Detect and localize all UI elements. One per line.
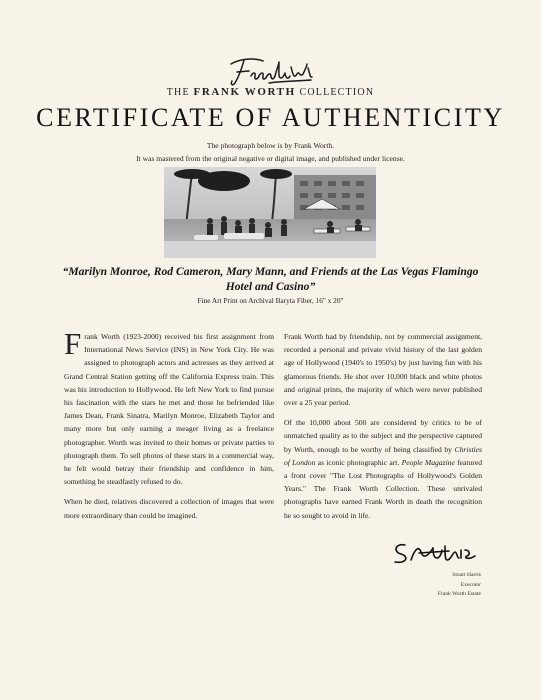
collection-line <box>0 86 541 98</box>
body-column-right <box>284 330 482 529</box>
photo-caption: “Marilyn Monroe, Rod Cameron, Mary Mann, and Friends at the Las Vegas Flamingo Hotel and Casino” <box>62 265 479 293</box>
right-paragraph-2-b: as iconic photographic art. <box>315 457 402 467</box>
signatory-role: Executor <box>460 581 481 588</box>
print-spec: Fine Art Print on Archival Baryta Fiber, 16" x 20" <box>197 296 344 305</box>
frank-worth-signature <box>0 50 541 90</box>
left-paragraph-1 <box>64 326 274 488</box>
signatory-details <box>361 571 481 600</box>
intro-line-1: The photograph below is by Frank Worth. <box>206 141 335 150</box>
right-paragraph-2-em-1: Christies of London <box>284 444 482 467</box>
right-paragraph-2-c: featured a front cover "The Lost Photographs of Hollywood's Golden Years." The Frank Worth Collection. These unrivaled photographs have earned Frank Worth in death the recognition he so sought to avoid in life. <box>284 457 482 520</box>
signatory-block <box>361 540 481 600</box>
left-paragraph-2: When he died, relatives discovered a collection of images that were more extraordinary than could be imagined. <box>64 497 274 520</box>
drop-cap: F <box>64 326 82 361</box>
right-paragraph-1: Frank Worth had by friendship, not by commercial assignment, recorded a personal and private vivid history of the last golden age of Hollywood (1940's to 1950's) by just having fun with his glamorous friends. He shot over 10,000 black and white photos and original prints, the majority of which were never published over a 25 year period. <box>284 332 482 408</box>
body-column-left <box>64 326 274 529</box>
signatory-name: Stuart Harris <box>452 572 481 578</box>
executor-signature <box>361 540 481 571</box>
left-paragraph-1-text: rank Worth (1923-2000) received his first assignment from International News Service (INS) in New York City. He was assigned to photograph actors and actresses as they arrived at Grand Central Station getting off the California Express train. This was his introduction to Hollywood. He left New York to find pursue his fascination with the stars he met and those he befriended like James Dean, Frank Sinatra, Marilyn Monroe, Elizabeth Taylor and many more but only earning a meager living as a freelance photographer. Worth was invited to their homes or private parties to photograph them. To sell photos of these stars in a commercial way, he felt would betray their friendship and confidence in him, something he steadfastly refused to do. <box>64 332 274 487</box>
intro-line-2: It was mastered from the original negative or digital image, and published under license. <box>136 154 405 163</box>
page-title: CERTIFICATE OF AUTHENTICITY <box>36 103 505 132</box>
collection-name: FRANK WORTH <box>193 86 296 98</box>
intro-text <box>0 139 541 165</box>
signatory-org: Frank Worth Estate <box>437 591 481 597</box>
collection-suffix: COLLECTION <box>299 87 375 98</box>
right-paragraph-2-em-2: People Magazine <box>401 457 455 467</box>
right-paragraph-2-a: Of the 10,000 about 500 are considered by critics to be of unmatched quality as to the subject and the perspective captured by Worth, enough to be worthy of being classified by <box>284 418 482 454</box>
right-paragraph-2 <box>284 416 482 522</box>
collection-prefix: THE <box>166 87 190 98</box>
featured-photograph <box>164 167 376 258</box>
